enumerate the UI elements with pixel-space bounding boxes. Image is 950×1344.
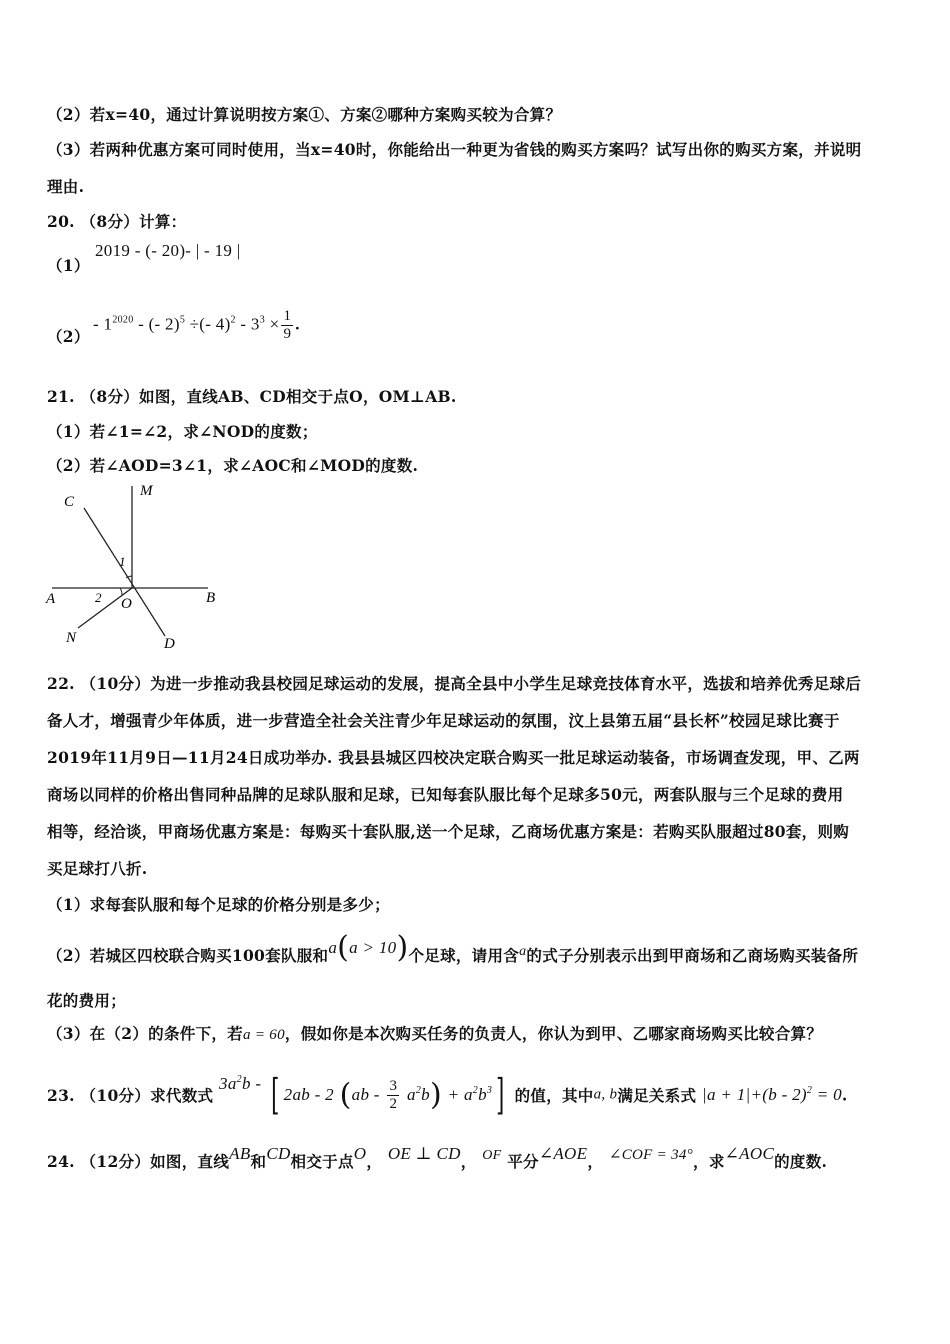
- q20-title: 20. （8分）计算：: [47, 212, 187, 231]
- q19-part3-line2: 理由.: [47, 177, 85, 196]
- label-d: D: [164, 636, 175, 652]
- label-o: O: [121, 596, 132, 612]
- q24: 24. （12分）如图，直线AB和CD相交于点O， OE ⊥ CD， OF 平分∠AOE， ∠COF = 34°，求∠AOC的度数.: [47, 1144, 828, 1171]
- fraction-three-halves: $\frac{3}{2}$: [389, 1077, 398, 1112]
- q20-part2-label: （2）: [47, 327, 90, 346]
- q22-line2: 备人才，增强青少年体质，进一步营造全社会关注青少年足球运动的氛围，汶上县第五届“县长杯”校园足球比赛于: [47, 711, 840, 730]
- angle-2-arc: [120, 588, 122, 595]
- q22-part3: （3）在（2）的条件下，若a = 60，假如你是本次购买任务的负责人，你认为到甲、乙哪家商场购买比较合算？: [47, 1024, 823, 1043]
- q22-line1: 22. （10分）为进一步推动我县校园足球运动的发展，提高全县中小学生足球竞技体育水平，选拔和培养优秀足球后: [47, 674, 862, 693]
- q22-line4: 商场以同样的价格出售同种品牌的足球队服和足球，已知每套队服比每个足球多50元，两套队服与三个足球的费用: [47, 785, 844, 804]
- q20-part2-expression: - $1^{2020}$ - (- 2)$^5$ ÷(- $4)^2 - 3^3$ × $\frac{1}{9}$ .: [93, 308, 300, 342]
- q21-part1: （1）若∠1=∠2，求∠NOD的度数；: [47, 422, 318, 441]
- q23: 23. （10分）求代数式 $3a^2b$ - [ 2ab - 2 (ab - $\frac{3}{2}$ $a^2b) + a^2b^3$] 的值，其中a, b满足关系式 |a + 1|+(b - 2)$^2$ = 0.: [47, 1070, 848, 1119]
- label-angle-1: 1: [119, 554, 126, 569]
- label-n: N: [66, 630, 77, 646]
- label-c: C: [64, 494, 75, 510]
- q21-title: 21. （8分）如图，直线AB、CD相交于点O，OM⊥AB.: [47, 387, 457, 406]
- q22-part2-line2: 花的费用；: [47, 991, 127, 1010]
- q19-part3-line1: （3）若两种优惠方案可同时使用，当x=40时，你能给出一种更为省钱的购买方案吗？试写出你的购买方案，并说明: [47, 140, 862, 159]
- label-b: B: [206, 590, 216, 606]
- q20-part1-label: （1）: [47, 256, 90, 275]
- line-cd: [84, 508, 165, 636]
- q21-part2: （2）若∠AOD=3∠1，求∠AOC和∠MOD的度数.: [47, 456, 419, 475]
- q22-part1: （1）求每套队服和每个足球的价格分别是多少；: [47, 895, 390, 914]
- q22-part2-line1: （2）若城区四校联合购买100套队服和a(a > 10)个足球，请用含a的式子分别表示出到甲商场和乙商场购买装备所: [47, 930, 859, 965]
- q22-line5: 相等，经洽谈，甲商场优惠方案是：每购买十套队服,送一个足球，乙商场优惠方案是：若购买队服超过80套，则购: [47, 822, 850, 841]
- q19-part2: （2）若x=40，通过计算说明按方案①、方案②哪种方案购买较为合算？: [47, 105, 562, 124]
- q21-geometry-figure: [40, 478, 240, 656]
- label-angle-2: 2: [95, 590, 102, 605]
- label-a: A: [46, 591, 56, 607]
- q22-line6: 买足球打八折.: [47, 859, 148, 878]
- label-m: M: [140, 483, 153, 499]
- fraction-one-ninth: $\frac{1}{9}$: [283, 308, 292, 342]
- q22-line3: 2019年11月9日—11月24日成功举办. 我县县城区四校决定联合购买一批足球运动装备，市场调查发现，甲、乙两: [47, 748, 860, 767]
- q20-part1-expression: 2019 - (- 20)- | - 19 |: [95, 241, 241, 260]
